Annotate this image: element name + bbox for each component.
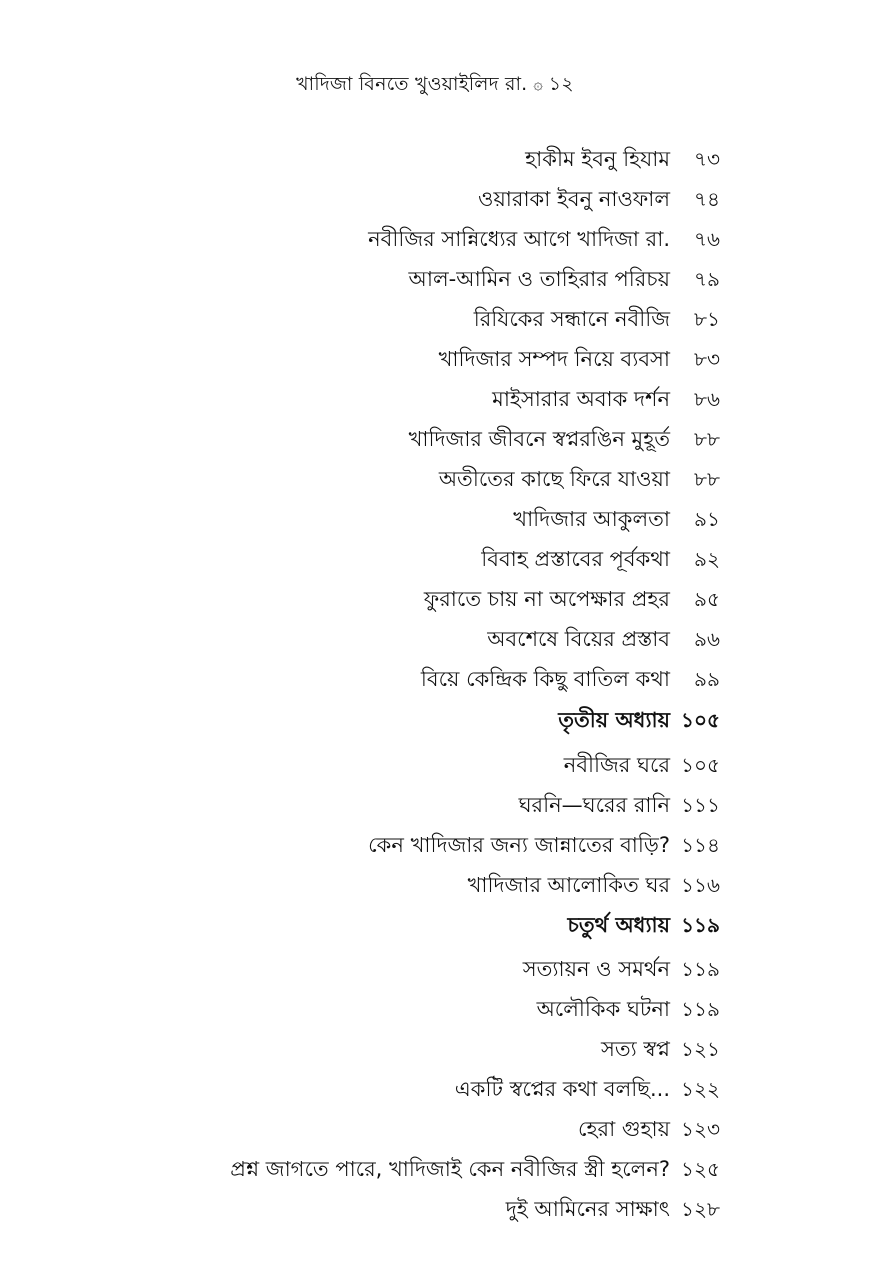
toc-entry[interactable] <box>0 829 870 861</box>
running-header <box>0 70 870 102</box>
toc-entry-title: মাইসারার অবাক দর্শন <box>492 387 670 411</box>
toc-entry-title: প্রশ্ন জাগতে পারে, খাদিজাই কেন নবীজির স্ত্রী হলেন? <box>230 1157 670 1181</box>
toc-entry-title: দুই আমিনের সাক্ষাৎ <box>505 1197 670 1221</box>
toc-entry[interactable] <box>0 183 870 215</box>
toc-entry-title: হেরা গুহায় <box>578 1117 670 1141</box>
toc-entry[interactable] <box>0 1153 870 1185</box>
book-title: খাদিজা বিনতে খুওয়াইলিদ রা. <box>296 73 528 95</box>
toc-entry-page: ১২১ <box>681 1037 720 1061</box>
toc-entry[interactable] <box>0 1073 870 1105</box>
ornament-separator-icon: ۞ <box>533 74 543 93</box>
toc-entry-page: ১১১ <box>681 793 720 817</box>
toc-entry-page: ১২৫ <box>681 1157 720 1181</box>
toc-entry-page: ১২৮ <box>681 1197 720 1221</box>
toc-entry-title: অতীতের কাছে ফিরে যাওয়া <box>438 467 670 491</box>
toc-entry-title: অলৌকিক ঘটনা <box>536 997 670 1021</box>
toc-entry[interactable] <box>0 953 870 985</box>
toc-entry[interactable] <box>0 383 870 415</box>
toc-chapter-page: ১১৯ <box>681 913 720 937</box>
toc-entry-page: ৭৩ <box>693 147 720 171</box>
toc-chapter-page: ১০৫ <box>681 708 720 732</box>
toc-entry-page: ৮৮ <box>694 467 720 491</box>
toc-entry-title: ঘরনি—ঘরের রানি <box>518 793 670 817</box>
toc-entry[interactable] <box>0 623 870 655</box>
toc-entry-title: সত্যায়ন ও সমর্থন <box>522 957 670 981</box>
toc-entry-title: আল-আমিন ও তাহিরার পরিচয় <box>408 267 670 291</box>
toc-entry[interactable] <box>0 423 870 455</box>
toc-entry[interactable] <box>0 1193 870 1225</box>
toc-entry[interactable] <box>0 663 870 695</box>
toc-entry-title: বিবাহ প্রস্তাবের পূর্বকথা <box>481 547 670 571</box>
toc-entry-page: ৯৬ <box>694 627 720 651</box>
page-number: ১২ <box>548 73 574 95</box>
toc-entry[interactable] <box>0 143 870 175</box>
toc-entry-page: ৯১ <box>694 507 720 531</box>
toc-entry-page: ৭৪ <box>694 187 720 211</box>
toc-entry[interactable] <box>0 1033 870 1065</box>
toc-chapter-title: চতুর্থ অধ্যায় <box>567 913 670 937</box>
toc-entry[interactable] <box>0 263 870 295</box>
toc-entry-title: খাদিজার আলোকিত ঘর <box>467 873 670 897</box>
toc-entry[interactable] <box>0 463 870 495</box>
toc-chapter-heading[interactable] <box>0 704 870 736</box>
toc-entry[interactable] <box>0 1113 870 1145</box>
toc-entry-page: ১১৬ <box>681 873 720 897</box>
toc-entry[interactable] <box>0 869 870 901</box>
toc-entry[interactable] <box>0 543 870 575</box>
toc-entry[interactable] <box>0 343 870 375</box>
toc-entry-page: ১১৯ <box>681 997 720 1021</box>
toc-entry-title: রিযিকের সন্ধানে নবীজি <box>473 307 670 331</box>
toc-entry-page: ৯৫ <box>694 587 720 611</box>
toc-entry-page: ১২৩ <box>681 1117 720 1141</box>
toc-entry-title: হাকীম ইবনু হিযাম <box>525 147 670 171</box>
toc-entry[interactable] <box>0 789 870 821</box>
toc-entry-page: ৯৯ <box>694 667 720 691</box>
toc-entry-title: খাদিজার আকুলতা <box>513 507 670 531</box>
toc-entry[interactable] <box>0 303 870 335</box>
toc-entry-page: ১১৪ <box>681 833 720 857</box>
toc-entry-title: ফুরাতে চায় না অপেক্ষার প্রহর <box>423 587 670 611</box>
toc-entry-title: নবীজির ঘরে <box>563 753 670 777</box>
toc-entry-title: কেন খাদিজার জন্য জান্নাতের বাড়ি? <box>368 833 670 857</box>
toc-chapter-title: তৃতীয় অধ্যায় <box>558 708 670 732</box>
toc-entry-page: ৮৩ <box>694 347 720 371</box>
toc-entry-title: অবশেষে বিয়ের প্রস্তাব <box>487 627 670 651</box>
toc-entry-title: নবীজির সান্নিধ্যের আগে খাদিজা রা. <box>368 227 670 251</box>
toc-entry-page: ৮১ <box>694 307 720 331</box>
toc-entry-title: খাদিজার সম্পদ নিয়ে ব্যবসা <box>438 347 670 371</box>
toc-entry-page: ৭৯ <box>694 267 720 291</box>
toc-entry-page: ৭৬ <box>693 227 720 251</box>
toc-chapter-heading[interactable] <box>0 909 870 941</box>
toc-entry-title: একটি স্বপ্নের কথা বলছি... <box>454 1077 670 1101</box>
toc-entry-page: ৮৮ <box>694 427 720 451</box>
toc-entry-title: সত্য স্বপ্ন <box>601 1037 670 1061</box>
toc-entry-title: ওয়ারাকা ইবনু নাওফাল <box>477 187 670 211</box>
toc-entry[interactable] <box>0 223 870 255</box>
toc-entry[interactable] <box>0 749 870 781</box>
toc-entry-title: বিয়ে কেন্দ্রিক কিছু বাতিল কথা <box>420 667 670 691</box>
toc-entry[interactable] <box>0 503 870 535</box>
toc-entry-page: ১২২ <box>681 1077 720 1101</box>
toc-entry-page: ১০৫ <box>681 753 720 777</box>
toc-entry-page: ৮৬ <box>694 387 720 411</box>
toc-entry[interactable] <box>0 993 870 1025</box>
toc-entry-page: ১১৯ <box>681 957 720 981</box>
toc-entry-title: খাদিজার জীবনে স্বপ্নরঙিন মুহূর্ত <box>408 427 670 451</box>
toc-entry[interactable] <box>0 583 870 615</box>
toc-entry-page: ৯২ <box>694 547 720 571</box>
